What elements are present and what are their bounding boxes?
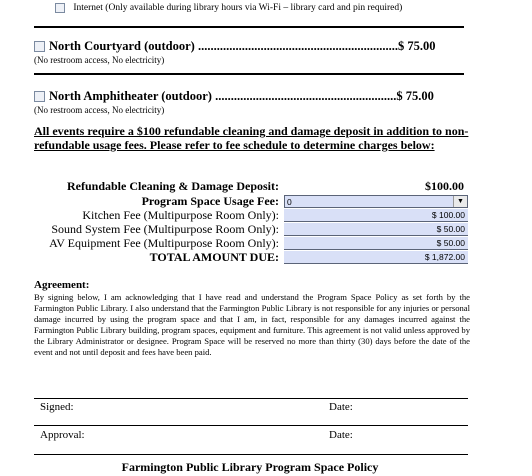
signature-line-middle	[34, 425, 468, 426]
program-fee-label: Program Space Usage Fee:	[141, 194, 279, 208]
room-price: $ 75.00	[397, 39, 436, 53]
room-north-courtyard	[34, 37, 474, 65]
internet-checkbox[interactable]	[55, 3, 65, 13]
total-label: TOTAL AMOUNT DUE:	[149, 250, 279, 264]
program-fee-dropdown[interactable]	[284, 195, 468, 208]
deposit-label: Refundable Cleaning & Damage Deposit:	[67, 179, 279, 193]
deposit-notice-line-2: refundable usage fees. Please refer to fee schedule to determine charges below:	[34, 138, 435, 152]
sound-fee-field[interactable]: $ 50.00	[284, 223, 468, 236]
total-field[interactable]: $ 1,872.00	[284, 251, 468, 264]
approval-label: Approval:	[40, 429, 85, 441]
agreement-body: By signing below, I am acknowledging that I have read and understand the Program Space Policy as set forth by the Farmington Public Library. I also understand that the Farmington Public Library is not responsible for any injuries or personal damage incurred by using the program space and that I am, in fact, responsible for any damages incurred against the Farmington Public Library building, program spaces, equipment and furniture. This agreement is not valid unless approved by the Library Administrator or designee. Program Space will be reserved no more than thirty (30) days before the date of the event and not until deposit and fees have been paid.	[34, 292, 470, 357]
room-note: (No restroom access, No electricity)	[34, 55, 165, 65]
signature-line-bottom	[34, 454, 468, 455]
kitchen-fee-field[interactable]: $ 100.00	[284, 209, 468, 222]
sound-fee-label: Sound System Fee (Multipurpose Room Only):	[51, 222, 279, 236]
approval-date-label: Date:	[329, 429, 353, 441]
room-title-row	[34, 37, 474, 55]
room-leader-dots: ..........................................................	[211, 89, 397, 103]
north-amphitheater-checkbox[interactable]	[34, 91, 45, 102]
signed-label: Signed:	[40, 401, 74, 413]
room-price: $ 75.00	[396, 89, 434, 103]
internet-option-label: Internet (Only available during library hours via Wi-Fi – library card and pin required)	[73, 3, 403, 14]
room-leader-dots: ................................................................	[194, 39, 398, 53]
signed-date-label: Date:	[329, 401, 353, 413]
room-name: North Courtyard (outdoor)	[49, 39, 195, 53]
north-courtyard-checkbox[interactable]	[34, 41, 45, 52]
divider-2	[34, 73, 464, 75]
agreement-heading: Agreement:	[34, 279, 90, 291]
room-note: (No restroom access, No electricity)	[34, 105, 165, 115]
kitchen-fee-label: Kitchen Fee (Multipurpose Room Only):	[82, 208, 279, 222]
chevron-down-icon[interactable]: ▼	[453, 196, 467, 207]
deposit-notice-line-1: All events require a $100 refundable cleaning and damage deposit in addition to non-	[34, 124, 469, 138]
room-north-amphitheater	[34, 87, 474, 115]
deposit-value: $100.00	[425, 179, 464, 193]
divider-1	[34, 26, 464, 28]
signature-line-top	[34, 398, 468, 399]
footer-title: Farmington Public Library Program Space Policy	[121, 460, 379, 474]
deposit-notice	[34, 124, 474, 152]
room-title-row	[34, 87, 474, 105]
av-fee-label: AV Equipment Fee (Multipurpose Room Only):	[49, 236, 279, 250]
program-fee-value: 0	[287, 197, 292, 207]
room-name: North Amphitheater (outdoor)	[49, 89, 212, 103]
av-fee-field[interactable]: $ 50.00	[284, 237, 468, 250]
internet-option-row	[55, 3, 402, 13]
